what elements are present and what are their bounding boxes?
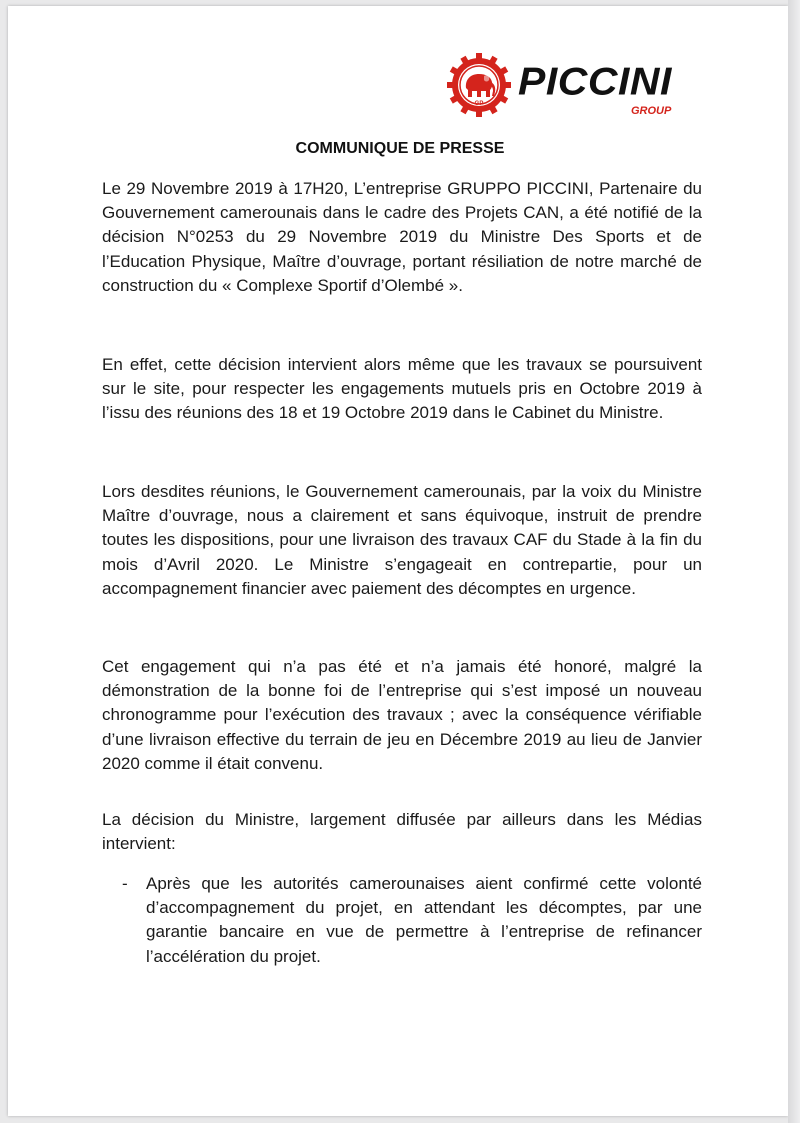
piccini-group-logo — [446, 52, 696, 122]
paragraph-1: Le 29 Novembre 2019 à 17H20, L’entreprise GRUPPO PICCINI, Partenaire du Gouvernement camerounais dans le cadre des Projets CAN, a été notifié de la décision N°0253 du 29 Novembre 2019 du Ministre Des Sports et de l’Education Physique, Maître d’ouvrage, portant résiliation de notre marché de construction du « Complexe Sportif d’Olembé ». — [102, 179, 702, 295]
bullet-marker: - — [122, 874, 128, 893]
paragraph-3: Lors desdites réunions, le Gouvernement camerounais, par la voix du Ministre Maître d’ouvrage, nous a clairement et sans équivoque, instruit de prendre toutes les dispositions, pour une livraison des travaux CAF du Stade à la fin du mois d’Avril 2020. Le Ministre s’engageait en contrepartie, pour un accompagnement financier avec paiement des décomptes en urgence. — [102, 482, 702, 598]
brand-name: PICCINI — [518, 59, 672, 103]
paragraph-4: Cet engagement qui n’a pas été et n’a jamais été honoré, malgré la démonstration de la bonne foi de l’entreprise qui s’est imposé un nouveau chronogramme pour l’exécution des travaux ; avec la conséquence vérifiable d’une livraison effective du terrain de jeu en Décembre 2019 au lieu de Janvier 2020 comme il était convenu. — [102, 657, 702, 773]
page-edge-shadow — [788, 0, 800, 1123]
bullet-text: Après que les autorités camerounaises aient confirmé cette volonté d’accompagnement du projet, en attendant les décomptes, par une garantie bancaire en vue de permettre à l’entreprise de refinancer l’accélération du projet. — [146, 874, 702, 966]
paragraph-2: En effet, cette décision intervient alors même que les travaux se poursuivent sur le site, pour respecter les engagements mutuels pris en Octobre 2019 à l’issu des réunions des 18 et 19 Octobre 2019 dans le Cabinet du Ministre. — [102, 355, 702, 423]
press-release-title: COMMUNIQUE DE PRESSE — [295, 140, 505, 157]
svg-text:GP: GP — [474, 101, 484, 107]
brand-group-label: GROUP — [631, 105, 672, 117]
paragraph-5: La décision du Ministre, largement diffusée par ailleurs dans les Médias intervient: — [102, 810, 702, 854]
elephant-gear-logo-icon — [446, 52, 512, 118]
